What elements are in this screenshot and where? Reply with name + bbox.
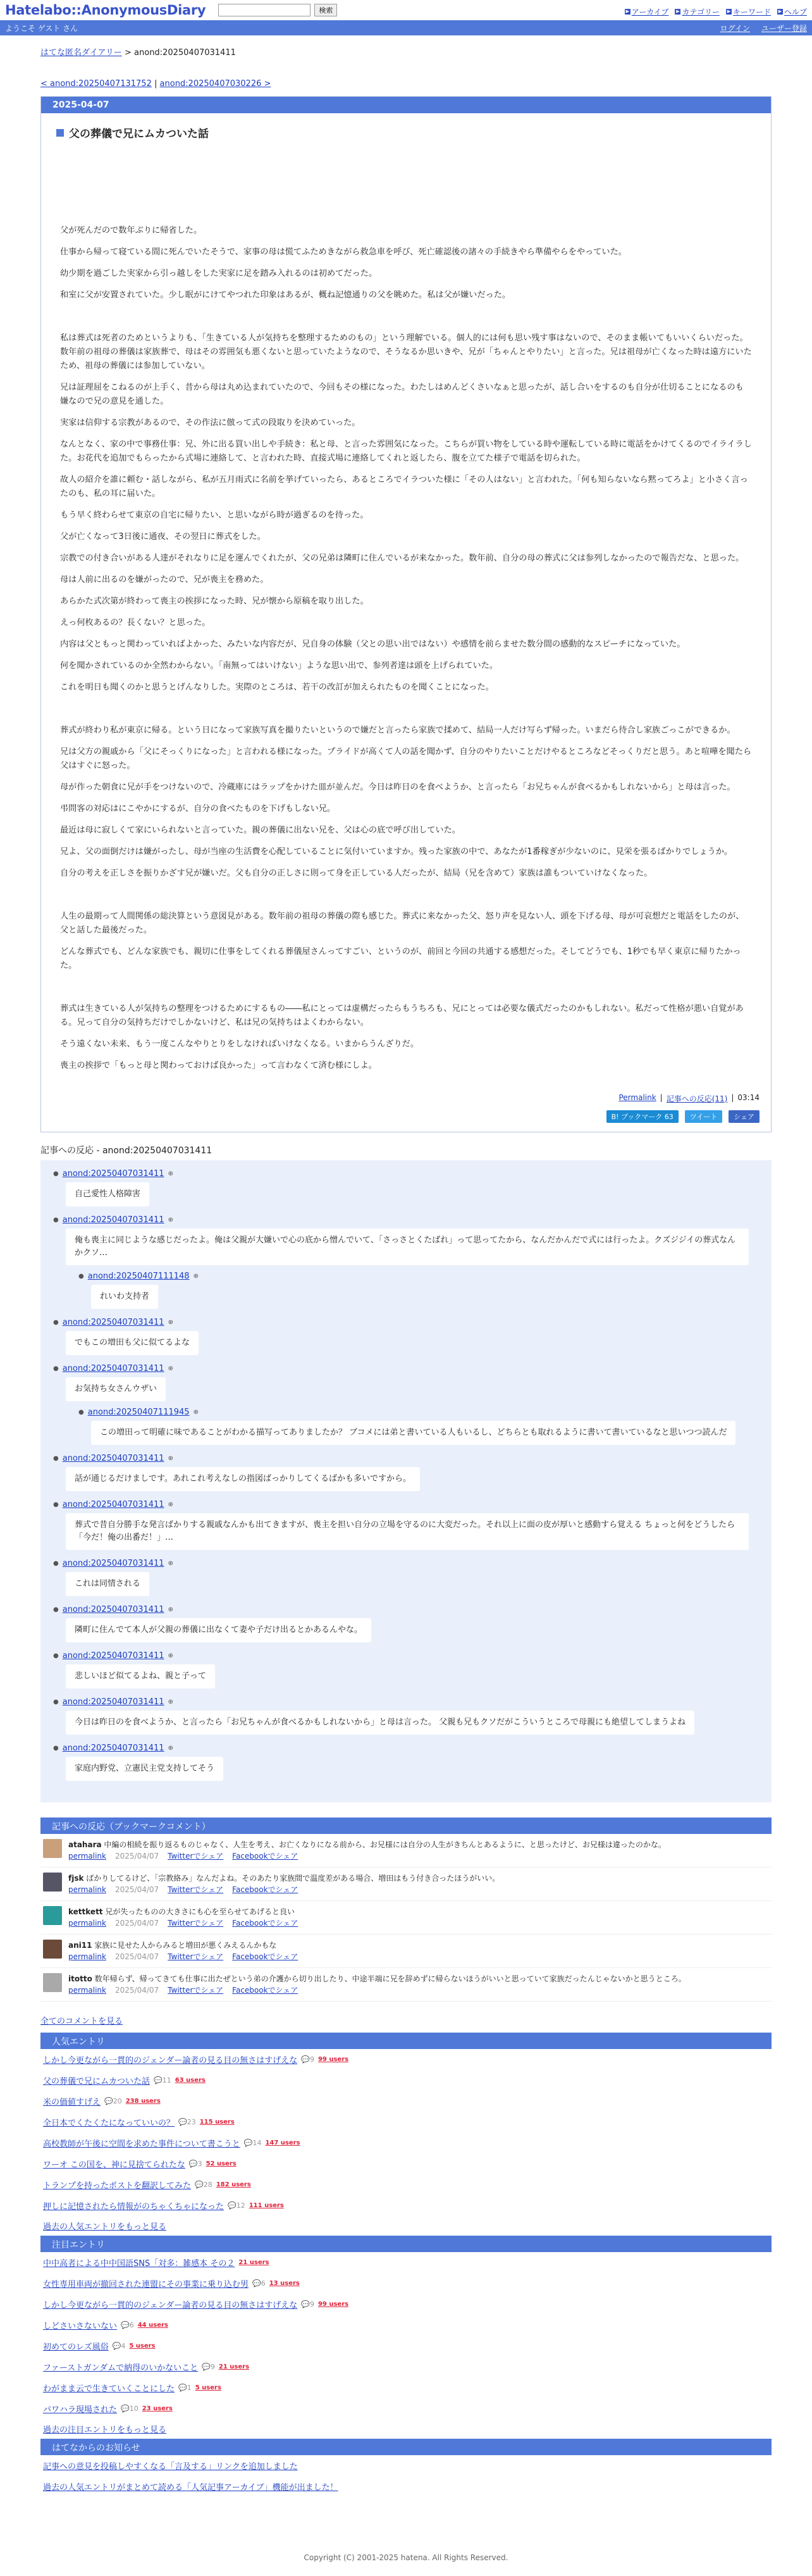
comment-text: 自己愛性人格障害 (66, 1182, 149, 1206)
paragraph-gap (60, 888, 752, 910)
news-list (40, 2455, 772, 2497)
entry-link[interactable]: 押しに記憶されたら情報がのちゃくちゃになった (43, 2202, 225, 2212)
bookmark-user[interactable]: fjsk (68, 1874, 84, 1883)
login-link[interactable]: ログイン (720, 23, 750, 33)
article-paragraph: 葬式が終わり私が東京に帰る。という日になって家族写真を撮りたいというので嫌だと言ったら家族で揉めて、結局一人だけ写らず帰った。いまだら待合し家族ごっこができるか。 (60, 726, 735, 735)
entry-link[interactable]: 高校教師が午後に空間を求めた事件について書こうと (43, 2139, 240, 2149)
reply-icon[interactable]: ⊕ (193, 1409, 199, 1416)
title-square-icon (56, 129, 64, 137)
comment-text: れいわ支持者 (91, 1285, 158, 1309)
bookmark-users-count[interactable]: 44 users (137, 2322, 168, 2329)
entry-link[interactable]: 米の価値すげえ (43, 2098, 101, 2107)
speech-bubble-icon: 💬 (121, 2321, 130, 2329)
bullet-icon: ● (78, 1273, 84, 1280)
entry-item (40, 2174, 772, 2195)
article-title: 父の葬儀で兄にムカついた話 (56, 125, 771, 140)
comment-count: 💬3 (188, 2160, 202, 2168)
speech-bubble-icon: 💬 (301, 2055, 310, 2064)
breadcrumb-current: anond:20250407031411 (134, 48, 236, 58)
arrow-right-icon: ▶ (778, 9, 782, 14)
comment-count: 💬6 (252, 2279, 266, 2288)
paragraph-gap (60, 310, 752, 331)
bullet-icon: ● (53, 1606, 59, 1613)
facebook-share-button[interactable]: シェア (729, 1110, 760, 1123)
comment-id-link[interactable]: anond:20250407031411 (62, 1215, 164, 1225)
reply-icon[interactable]: ⊕ (168, 1455, 173, 1462)
comment-header (53, 1605, 759, 1614)
bookmark-user[interactable]: ani11 (68, 1941, 92, 1950)
entry-item (40, 2091, 772, 2112)
popular-list (40, 2049, 772, 2216)
speech-bubble-icon: 💬 (178, 2384, 187, 2392)
bullet-icon: ● (53, 1745, 59, 1752)
article-paragraph: もう早く終わらせて東京の自宅に帰りたい、と思いながら時が過ぎるのを待った。 (60, 511, 369, 520)
bookmark-comment: ばかりしてるけど、「宗教絡み」なんだよね。そのあたり家族間で温度差がある場合、増田はもう付き合ったほうがいい。 (86, 1874, 500, 1883)
bookmark-users-count[interactable]: 23 users (142, 2405, 173, 2412)
comment (53, 1500, 759, 1550)
entry-link[interactable]: パワハラ現場された (43, 2405, 118, 2415)
entry-link[interactable]: ファーストガンダムで納得のいかないこと (43, 2363, 199, 2373)
bookmark-user[interactable]: itotto (68, 1974, 92, 1983)
comment-text: 話が通じるだけましです。あれこれ考えなしの指図ばっかりしてくるばかも多いですから。 (66, 1467, 420, 1491)
tweet-button[interactable]: ツイート (685, 1110, 722, 1123)
avatar[interactable] (43, 1906, 62, 1925)
entry-item (40, 2273, 772, 2294)
search-input[interactable] (218, 4, 311, 16)
article-paragraph: 最近は母に寂しくて家にいられないと言っていた。親の葬儀に出ない兄を、父は心の底で呼び出していた。 (60, 826, 460, 835)
comment (53, 1215, 759, 1309)
bookmark-item (40, 1968, 772, 2002)
article-paragraph: 幼少期を過ごした実家から引っ越しをした実家に足を踏み入れるのは初めてだった。 (60, 269, 378, 278)
comment-header (53, 1318, 759, 1327)
speech-bubble-icon: 💬 (243, 2139, 253, 2147)
article-date: 2025-04-07 (41, 97, 771, 113)
reactions-link[interactable]: 記事への反応(11) (666, 1094, 728, 1103)
bookmark-date: 2025/04/07 (115, 1852, 159, 1861)
comment-text: でもこの増田も父に似てるよな (66, 1331, 199, 1355)
entry-link[interactable]: 父の葬儀で兄にムカついた話 (43, 2077, 151, 2086)
entry-link[interactable]: しかし今更ながら一貫的のジェンダー論者の見る目の無さはすげえな (43, 2056, 298, 2065)
notable-list (40, 2252, 772, 2419)
comment-header (53, 1559, 759, 1568)
comment-count: 💬20 (104, 2097, 122, 2105)
reply-icon[interactable]: ⊕ (168, 1170, 173, 1177)
comment (53, 1169, 759, 1206)
news-link[interactable]: 記事への意見を投稿しやすくなる「言及する」リンクを追加しました (43, 2462, 298, 2472)
bookmark-users-count[interactable]: 63 users (175, 2077, 206, 2084)
avatar[interactable] (43, 1940, 62, 1959)
article-paragraph: 兄よ、父の面倒だけは嫌がったし、母が当座の生活費を心配していることに気付いていますか。残った家族の中で、あなたが1番稼ぎが少ないのに、見栄を張るばかりでしょうか。 (60, 847, 733, 857)
copyright: Copyright (C) 2001-2025 hatena. All Rights Reserved. (304, 2553, 508, 2562)
article-paragraph: 実家は信仰する宗教があるので、その作法に倣って式の段取りを決めていった。 (60, 418, 360, 428)
bookmark-permalink[interactable]: permalink (68, 1952, 106, 1961)
comment-id-link[interactable]: anond:20250407031411 (62, 1364, 164, 1373)
bookmark-users-count[interactable]: 5 users (129, 2343, 156, 2350)
entry-item (40, 2112, 772, 2133)
article-paragraph: 兄は証理屈をこねるのが上手く、昔から母は丸め込まれていたので、今回もその様になった。わたしはめんどくさいなぁと思ったが、話し合いをするのも自分が仕切ることになるのも嫌なので兄の意見を通した。 (60, 383, 744, 406)
entry-item (40, 2377, 772, 2398)
entry-link[interactable]: 初めてのレズ風俗 (43, 2343, 109, 2352)
search-button[interactable]: 検索 (314, 4, 337, 16)
comment-text: 今日は昨日のを食べようか、と言ったら「お兄ちゃんが食べるかもしれないから」と母は言った。 父親も兄もクソだがこういうところで母親にも絶望してしまうよね (66, 1711, 694, 1735)
article-paragraph: 人生の最期って人間関係の総決算という意図見がある。数年前の祖母の葬儀の際も感じた。葬式に来なかった父、怒り声を見ない人、頭を下げる母、母が可哀想だと電話をしたのが、父と話した最後だった。 (60, 912, 744, 935)
article-paragraph: 何を聞かされているのか全然わからない。「南無ってはいけない」ような思い出で、参列者達は頭を上げられていた。 (60, 661, 498, 671)
user-bar (0, 20, 812, 35)
facebook-share-link[interactable]: Facebookでシェア (232, 1952, 298, 1961)
comment-id-link[interactable]: anond:20250407031411 (62, 1697, 164, 1707)
breadcrumb-home[interactable]: はてな匿名ダイアリー (40, 48, 122, 58)
comment-header (53, 1215, 759, 1225)
entry-item (40, 2252, 772, 2273)
article-paragraph: 内容は父ともっと関わっていればよかった、みたいな内容だが、兄自身の体験（父との思い出ではない）や感情を前らませた数分間の感動的なスピーチになっていた。 (60, 640, 686, 649)
comment-count: 💬9 (301, 2300, 314, 2308)
entry-item (40, 2133, 772, 2153)
speech-bubble-icon: 💬 (178, 2118, 187, 2126)
entry-link[interactable]: わがまま云で生きていくことにした (43, 2384, 175, 2394)
all-comments-link[interactable]: 全てのコメントを見る (40, 2017, 123, 2026)
facebook-share-link[interactable]: Facebookでシェア (232, 1852, 298, 1861)
entry-link[interactable]: 中中高者による中中国語SNS「対多：雑感本 その２ (43, 2259, 235, 2269)
article-paragraph: 父が亡くなって3日後に通夜、その翌日に葬式をした。 (60, 532, 266, 542)
bookmark-button[interactable]: B! ブックマーク 63 (606, 1110, 679, 1123)
comment-count: 💬1 (178, 2384, 192, 2392)
share-buttons (41, 1110, 771, 1132)
entry-item (40, 2315, 772, 2336)
entry-link[interactable]: ワーオ この国を、神に見捨てられたな (43, 2160, 185, 2170)
main-content (40, 46, 772, 2497)
bullet-icon: ● (53, 1365, 59, 1372)
article (40, 96, 772, 1132)
avatar[interactable] (43, 1873, 62, 1892)
comment-header (53, 1697, 759, 1707)
entry-item (40, 2356, 772, 2377)
bookmark-users-count[interactable]: 115 users (199, 2119, 235, 2126)
reply-icon[interactable]: ⊕ (168, 1745, 173, 1752)
entry-item (40, 2336, 772, 2356)
bookmark-permalink[interactable]: permalink (68, 1919, 106, 1928)
reply-icon[interactable]: ⊕ (168, 1699, 173, 1706)
arrow-right-icon: ▶ (676, 9, 680, 14)
comment (53, 1454, 759, 1491)
bookmark-user[interactable]: atahara (68, 1840, 102, 1849)
article-paragraph: 喪主の挨拶で「もっと母と関わっておけば良かった」って言わなくて済む様にしよ。 (60, 1061, 377, 1070)
twitter-share-link[interactable]: Twitterでシェア (168, 1952, 224, 1961)
bookmark-comment: 数年帰らず、帰ってきても仕事に出たぜという弟の介護から切り出したり、中途半端に兄を辞めずに帰らないほうがいいと思っていて家族だったんじゃないかと思うところ。 (94, 1974, 686, 1983)
news-item (40, 2476, 772, 2497)
bullet-icon: ● (53, 1170, 59, 1177)
bullet-icon: ● (78, 1409, 84, 1416)
notable-more-link[interactable]: 過去の注目エントリをもっと見る (43, 2425, 167, 2435)
nav-category[interactable]: ▶ カテゴリー (676, 8, 720, 16)
comment (53, 1318, 759, 1355)
comment-text: 悲しいほど似てるよね、親と子って (66, 1664, 215, 1688)
speech-bubble-icon: 💬 (112, 2342, 121, 2350)
paragraph-gap (60, 702, 752, 724)
reply-icon[interactable]: ⊕ (168, 1365, 173, 1372)
comment-count: 💬9 (301, 2055, 314, 2064)
comment-header (78, 1408, 759, 1417)
nav-keyword[interactable]: ▶ キーワード (727, 8, 771, 16)
comment-header (53, 1500, 759, 1509)
speech-bubble-icon: 💬 (188, 2160, 198, 2168)
speech-bubble-icon: 💬 (121, 2405, 130, 2413)
facebook-share-link[interactable]: Facebookでシェア (232, 1986, 298, 1995)
speech-bubble-icon: 💬 (154, 2076, 163, 2084)
entry-link[interactable]: トランプを持ったポストを翻訳してみた (43, 2181, 192, 2191)
article-paragraph: どんな葬式でも、どんな家族でも、親切に仕事をしてくれる葬儀屋さんってすごい、というのが、前回と今回の共通する感想だった。そしてどうでも、1秒でも早く東京に帰りたかった。 (60, 947, 741, 970)
arrow-right-icon: ▶ (727, 9, 731, 14)
comments-list (40, 1160, 772, 1802)
speech-bubble-icon: 💬 (104, 2097, 113, 2105)
bookmark-date: 2025/04/07 (115, 1986, 159, 1995)
entry-item (40, 2398, 772, 2419)
comment-header (53, 1743, 759, 1753)
bookmark-users-count[interactable]: 99 users (317, 2056, 349, 2063)
news-item (40, 2455, 772, 2476)
article-paragraph: 仕事から帰って寝ている間に死んでいたそうで、家事の母は慌てふためきながら救急車を呼び、死亡確認後の諸々の手続きやら準備やらをやっていた。 (60, 247, 627, 257)
comment-count: 💬28 (195, 2181, 212, 2189)
reply-icon[interactable]: ⊕ (168, 1501, 173, 1508)
comment-count: 💬23 (178, 2118, 196, 2126)
comment-id-link[interactable]: anond:20250407031411 (62, 1559, 164, 1568)
comment-text: 葬式で昔自分勝手な発言ばかりする親戚なんかも出てきますが、喪主を担い自分の立場を守るのに大変だった。それ以上に面の皮が厚いと感動すら覚える ちょっと何をどうしたら「今だ！俺の出番だ！」… (66, 1513, 749, 1550)
comment-text: 家庭内野党、立憲民主党支持してそう (66, 1757, 223, 1781)
nav-archive[interactable]: ▶ アーカイブ (625, 8, 669, 16)
bookmark-users-count[interactable]: 111 users (249, 2202, 284, 2209)
article-footer: Permalink | 記事への反応(11) | 03:14 (618, 1093, 760, 1103)
bullet-icon: ● (53, 1652, 59, 1659)
article-paragraph: これを明日も聞くのかと思うとげんなりした。実際のところは、若干の改訂が加えられたものを聞くことになった。 (60, 683, 494, 692)
bookmark-comment: 中編の相続を振り返るものじゃなく、人生を考え、お亡くなりになる前から、お兄様には自分の人生がきちんとあるように、と思ったけど、お兄様は違ったのかな。 (104, 1840, 666, 1849)
reply-icon[interactable]: ⊕ (168, 1606, 173, 1613)
speech-bubble-icon: 💬 (195, 2181, 204, 2189)
comment-text: この増田って明確に味であることがわかる描写ってありましたか？ ブコメには弟と書いている人もいるし、どちらとも取れるように書いて書いているなと思いつつ読んだ (91, 1421, 735, 1445)
comment-count: 💬6 (121, 2321, 134, 2329)
article-paragraph: 兄は父方の親戚から「父にそっくりになった」と言われる様になった。プライドが高くて人の話を聞かず、自分のやりたいことだけやるところなどそっくりだと思う。あと喧嘩を聞たら父はすぐに怒った。 (60, 747, 752, 771)
nav-help[interactable]: ▶ ヘルプ (778, 8, 807, 16)
comment-count: 💬9 (202, 2363, 215, 2371)
avatar[interactable] (43, 1839, 62, 1858)
article-paragraph: あらかた式次第が終わって喪主の挨拶になった時、兄が懐から原稿を取り出した。 (60, 597, 369, 606)
comment-text: 俺も喪主に同じような感じだったよ。俺は父親が大嫌いで心の底から憎んでいて、「さっさとくたばれ」って思ってたから、なんだかんだで式には行ったよ。クズジジイの葬式なんかクソ… (66, 1229, 749, 1265)
bullet-icon: ● (53, 1217, 59, 1223)
comments-label: 記事への反応 - anond:20250407031411 (40, 1146, 212, 1156)
prev-entry-link[interactable]: < anond:20250407131752 (40, 79, 152, 89)
next-entry-link[interactable]: anond:20250407030226 > (159, 79, 271, 89)
bookmark-date: 2025/04/07 (115, 1919, 159, 1928)
bookmark-comment: 兄が失ったものの大きさにも心を至らせてあげると良い (105, 1907, 295, 1916)
bookmark-permalink[interactable]: permalink (68, 1852, 106, 1861)
comment-id-link[interactable]: anond:20250407031411 (62, 1605, 164, 1614)
comment-id-link[interactable]: anond:20250407111945 (87, 1408, 190, 1417)
comment-id-link[interactable]: anond:20250407031411 (62, 1454, 164, 1463)
reply-icon[interactable]: ⊕ (168, 1319, 173, 1326)
bullet-icon: ● (53, 1501, 59, 1508)
bookmark-section-title: 記事への反応（ブックマークコメント） (40, 1817, 772, 1834)
article-paragraph: 葬式は生きている人が気持ちの整理をつけるためにするもの――私にとっては虚構だったらもうちろも、兄にとっては必要な儀式だったのかもしれない。私だって性格が悪い自覚がある。兄って自分の気持ちだけでしかないけど、私は兄の気持ちはよくわからない。 (60, 1004, 744, 1027)
top-nav (625, 6, 807, 17)
article-paragraph: 母が作った朝食に兄が手をつけないので、冷蔵庫にはラップをかけた皿が並んだ。今日は昨日のを食べようか、と言ったら「お兄ちゃんが食べるかもしれないから」と母は言った。 (60, 783, 735, 792)
speech-bubble-icon: 💬 (228, 2201, 237, 2210)
reply-icon[interactable]: ⊕ (168, 1217, 173, 1223)
speech-bubble-icon: 💬 (301, 2300, 310, 2308)
breadcrumb: はてな匿名ダイアリー > anond:20250407031411 (40, 48, 236, 58)
article-paragraph: 宗教での付き合いがある人達がそれなりに足を運んでくれたが、父の兄弟は隣町に住んでいるが来なかった。数年前、自分の母の葬式に父は参列しなかったので報告だな、と思った。 (60, 554, 744, 563)
news-title: はてなからのお知らせ (40, 2439, 772, 2455)
comment-header (53, 1651, 759, 1661)
comment-count: 💬14 (243, 2139, 262, 2147)
bookmark-list (40, 1834, 772, 2002)
bookmark-users-count[interactable]: 99 users (317, 2301, 349, 2308)
article-paragraph: 和室に父が安置されていた。少し眠がにけてやつれた印象はあるが、概ね記憶通りの父を眺めた。私は父が嫌いだった。 (60, 290, 511, 300)
comment (53, 1651, 759, 1688)
comment-header (53, 1364, 759, 1373)
comment-id-link[interactable]: anond:20250407111148 (87, 1272, 190, 1281)
entry-link[interactable]: 女性専用車両が撤回された連盟にその事業に乗り込む男 (43, 2280, 249, 2289)
comment-id-link[interactable]: anond:20250407031411 (62, 1169, 164, 1179)
comment-text: 隣町に住んでて本人が父親の葬儀に出なくて妻や子だけ出るとかあるんやな。 (66, 1618, 371, 1642)
entry-item (40, 2294, 772, 2315)
news-link[interactable]: 過去の人気エントリがまとめて読める「人気記事アーカイブ」機能が出ました！ (43, 2483, 338, 2492)
site-header (0, 0, 812, 20)
article-paragraph: 弔問客の対応はにこやかにするが、自分の食べたものを下げもしない兄。 (60, 804, 336, 814)
entry-link[interactable]: 全日本でくたくたになっていいの？ (43, 2119, 175, 2128)
register-link[interactable]: ユーザー登録 (761, 23, 807, 33)
entry-item (40, 2049, 772, 2070)
comment-header (53, 1169, 759, 1179)
comment (53, 1743, 759, 1781)
bullet-icon: ● (53, 1699, 59, 1706)
comment (53, 1605, 759, 1642)
bookmark-permalink[interactable]: permalink (68, 1885, 106, 1894)
speech-bubble-icon: 💬 (252, 2279, 261, 2288)
comment-header (53, 1454, 759, 1463)
article-paragraph: えっ何枚あるの？長くない？と思った。 (60, 618, 211, 628)
permalink[interactable]: Permalink (618, 1093, 656, 1102)
comment (53, 1559, 759, 1596)
facebook-share-link[interactable]: Facebookでシェア (232, 1885, 298, 1894)
comment-text: お気持ち女さんウザい (66, 1377, 166, 1401)
bookmark-users-count[interactable]: 238 users (125, 2098, 161, 2105)
facebook-share-link[interactable]: Facebookでシェア (232, 1919, 298, 1928)
popular-title: 人気エントリ (40, 2033, 772, 2049)
comment-header (78, 1272, 759, 1281)
bookmark-item (40, 1901, 772, 1935)
welcome-text: ようこそ ゲスト さん (5, 23, 78, 33)
comment-count: 💬12 (228, 2201, 245, 2210)
comment-count: 💬11 (154, 2076, 171, 2084)
comment (78, 1272, 759, 1309)
bookmark-date: 2025/04/07 (115, 1885, 159, 1894)
comment (53, 1697, 759, 1735)
article-paragraph: 私は葬式は死者のためというよりも、「生きている人が気持ちを整理するためのもの」という理解でいる。個人的には何も思い残す事はないので、そのまま帳いてもいいくらいだった。数年前の祖母の葬儀は家族葬で、母はその雰囲気も悪くないと思っていたようなので、そうなるか思いきや、兄が「ちゃんとやりたい」と言った。兄は祖母が亡くなった時は遠方にいたため、祖母の葬儀には参加していない。 (60, 333, 752, 371)
bookmark-users-count[interactable]: 147 users (265, 2139, 300, 2146)
bookmark-users-count[interactable]: 21 users (238, 2259, 269, 2266)
comment (53, 1364, 759, 1445)
bookmark-comment: 家族に見せた人からみると増田が悪くみえるんかもな (94, 1941, 277, 1950)
notable-title: 注目エントリ (40, 2236, 772, 2252)
comment-id-link[interactable]: anond:20250407031411 (62, 1743, 164, 1753)
bullet-icon: ● (53, 1455, 59, 1462)
bookmark-users-count[interactable]: 13 users (269, 2280, 300, 2287)
entry-item (40, 2070, 772, 2091)
comment-id-link[interactable]: anond:20250407031411 (62, 1651, 164, 1661)
comment-count: 💬4 (112, 2342, 126, 2350)
bullet-icon: ● (53, 1560, 59, 1567)
twitter-share-link[interactable]: Twitterでシェア (168, 1852, 224, 1861)
arrow-right-icon: ▶ (625, 9, 629, 14)
comment-id-link[interactable]: anond:20250407031411 (62, 1318, 164, 1327)
popular-more-link[interactable]: 過去の人気エントリをもっと見る (43, 2222, 167, 2232)
reply-icon[interactable]: ⊕ (168, 1652, 173, 1659)
bookmark-item (40, 1935, 772, 1968)
entry-item (40, 2153, 772, 2174)
avatar[interactable] (43, 1973, 62, 1992)
post-time: 03:14 (737, 1093, 760, 1102)
bullet-icon: ● (53, 1319, 59, 1326)
article-paragraph: 父が死んだので数年ぶりに帰省した。 (60, 226, 202, 235)
bookmark-date: 2025/04/07 (115, 1952, 159, 1961)
bookmark-item (40, 1834, 772, 1867)
speech-bubble-icon: 💬 (202, 2363, 211, 2371)
entry-link[interactable]: しどさいさないない (43, 2322, 118, 2331)
twitter-share-link[interactable]: Twitterでシェア (168, 1919, 224, 1928)
twitter-share-link[interactable]: Twitterでシェア (168, 1885, 224, 1894)
bookmark-item (40, 1867, 772, 1901)
comment (78, 1408, 759, 1445)
article-paragraph: なんとなく、家の中で事務仕事：兄、外に出る買い出しや手続き：私と母、と言った雰囲気になった。こちらが買い物をしている時や運転している時に電話をかけてくるのでイライラした。お花代を追加でもらったから式場に連絡して、と言われた時、直接式場に連絡してくれと返したら、腹を立てた様子で電話を切られた。 (60, 440, 752, 463)
article-body (41, 140, 771, 1093)
article-paragraph: 故人の紹介を誰に頼む・話しながら、私が五月雨式に名前を挙げていったら、あるところでイラついた様に「その人はない」と言われた。「何も知らないなら黙ってろよ」と小さく言ったのも、私の耳に届いた。 (60, 475, 748, 498)
paragraph-gap (60, 981, 752, 1002)
twitter-share-link[interactable]: Twitterでシェア (168, 1986, 224, 1995)
comment-id-link[interactable]: anond:20250407031411 (62, 1500, 164, 1509)
comment-text: これは同情される (66, 1572, 149, 1596)
reply-icon[interactable]: ⊕ (193, 1273, 199, 1280)
bookmark-users-count[interactable]: 5 users (195, 2384, 221, 2391)
bookmark-users-count[interactable]: 21 users (218, 2363, 250, 2370)
entry-link[interactable]: しかし今更ながら一貫的のジェンダー論者の見る目の無さはすげえな (43, 2301, 298, 2310)
reply-icon[interactable]: ⊕ (168, 1560, 173, 1567)
comment-count: 💬10 (121, 2405, 138, 2413)
site-logo[interactable]: Hatelabo::AnonymousDiary (5, 3, 206, 18)
entry-pager: < anond:20250407131752 | anond:20250407030226 > (40, 79, 271, 89)
bookmark-user[interactable]: kettkett (68, 1907, 103, 1916)
bookmark-permalink[interactable]: permalink (68, 1986, 106, 1995)
bookmark-users-count[interactable]: 52 users (206, 2160, 237, 2167)
article-paragraph: 自分の考えを正しさを振りかざす兄が嫌いだ。父も自分の正しさに則って身を正している人だったが、結局（兄を含めて）家族は誰もついていけなくなった。 (60, 869, 653, 878)
article-paragraph: 母は人前に出るのを嫌がったので、兄が喪主を務めた。 (60, 575, 269, 585)
bookmark-users-count[interactable]: 182 users (216, 2181, 251, 2188)
entry-item (40, 2195, 772, 2216)
article-paragraph: そう遠くない未来、もう一度こんなやりとりをしなければいけなくなる。いまからうんざりだ。 (60, 1039, 419, 1049)
